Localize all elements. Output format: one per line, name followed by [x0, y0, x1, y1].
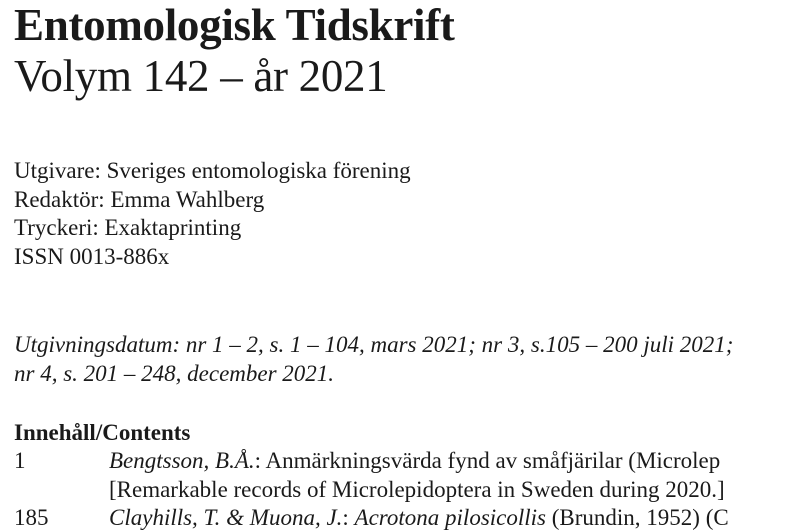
contents-entry-translation: [0, 476, 800, 505]
dates-line-2: nr 4, s. 201 – 248, december 2021.: [14, 360, 335, 386]
entry-authors: Bengtsson, B.Å.: [109, 448, 255, 473]
contents-entry: [0, 447, 800, 476]
entry-authors: Clayhills, T. & Muona, J.: [109, 505, 343, 530]
publication-dates: [14, 331, 733, 388]
entry-text: [109, 504, 729, 532]
publisher-line: Utgivare: Sveriges entomologiska förening: [14, 158, 411, 183]
entry-title: (Brundin, 1952) (C: [546, 505, 729, 530]
entry-title: : Anmärkningsvärda fynd av småfjärilar (Microlep: [254, 448, 721, 473]
contents-heading: Innehåll/Contents: [14, 420, 191, 445]
printer-line: Tryckeri: Exaktaprinting: [14, 215, 242, 240]
publication-info: [14, 157, 411, 271]
entry-text: [109, 447, 720, 476]
dates-line-1: Utgivningsdatum: nr 1 – 2, s. 1 – 104, mars 2021; nr 3, s.105 – 200 juli 2021;: [14, 332, 734, 357]
entry-page-number: 1: [14, 448, 26, 473]
entry-translation: [Remarkable records of Microlepidoptera in Sweden during 2020.]: [109, 476, 725, 502]
issn-line: ISSN 0013-886x: [14, 243, 170, 269]
entry-species: Acrotona pilosicollis: [354, 505, 546, 530]
entry-separator: :: [342, 505, 355, 530]
entry-page-number: 185: [14, 505, 49, 530]
journal-title: Entomologisk Tidskrift: [14, 0, 455, 50]
contents-entry: [0, 504, 800, 532]
editor-line: Redaktör: Emma Wahlberg: [14, 186, 265, 212]
volume-heading: Volym 142 – år 2021: [14, 51, 388, 101]
contents-list: [0, 447, 800, 532]
